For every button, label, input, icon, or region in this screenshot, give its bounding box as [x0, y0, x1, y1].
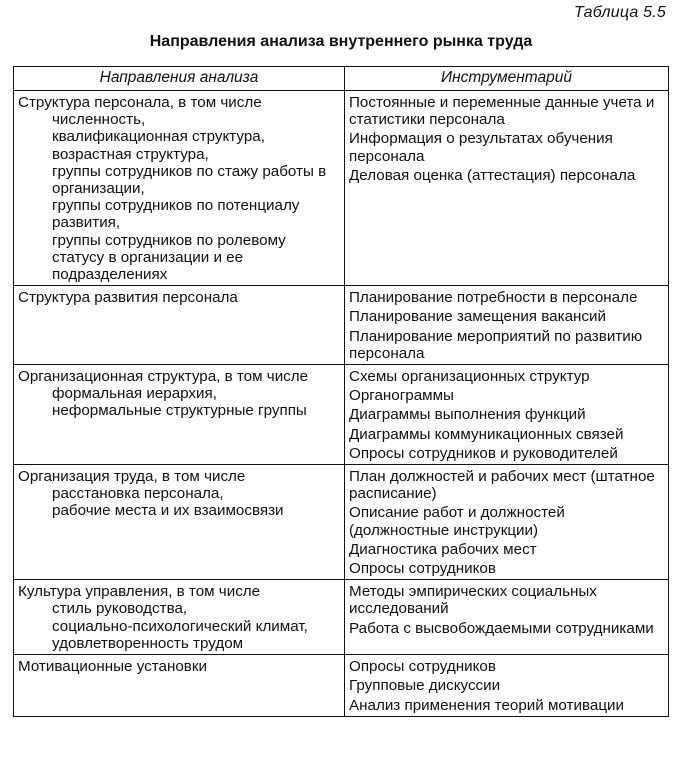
tool-item: Групповые дискуссии: [349, 677, 501, 695]
tool-item: Деловая оценка (аттестация) персонала: [349, 166, 636, 184]
direction-sub-item: рабочие места и их взаимосвязи: [52, 502, 284, 520]
direction-cell: [14, 91, 345, 286]
direction-sub-list: [18, 485, 340, 519]
direction-title: Организационная структура, в том числе: [18, 368, 309, 386]
analysis-table: [13, 66, 669, 717]
direction-sub-item: численность,: [52, 111, 146, 129]
direction-cell: [14, 580, 345, 655]
direction-sub-item: квалификационная структура,: [52, 128, 265, 146]
tool-item: Диагностика рабочих мест: [349, 540, 537, 558]
tool-item: Диаграммы выполнения функций: [349, 406, 586, 424]
tools-list: [349, 658, 662, 714]
tools-list: [349, 289, 662, 362]
direction-sub-item: стиль руководства,: [52, 600, 188, 618]
tool-item: Планирование потребности в персонале: [349, 289, 638, 307]
tools-list: [349, 468, 662, 577]
direction-cell: [14, 655, 345, 717]
direction-title: Организация труда, в том числе: [18, 468, 246, 486]
tool-item: Схемы организационных структур: [349, 368, 590, 386]
tool-item: Работа с высвобождаемыми сотрудниками: [349, 619, 654, 637]
tool-item: Опросы сотрудников: [349, 658, 496, 676]
tools-cell: [345, 655, 669, 717]
direction-sub-item: группы сотрудников по стажу работы в организации,: [52, 162, 327, 198]
direction-sub-item: группы сотрудников по ролевому статусу в организации и ее подразделениях: [52, 231, 286, 284]
tool-item: Анализ применения теорий мотивации: [349, 696, 624, 714]
tools-cell: [345, 580, 669, 655]
direction-sub-item: группы сотрудников по потенциалу развития,: [52, 197, 300, 232]
table-row: [14, 465, 669, 580]
tool-item: Постоянные и переменные данные учета и статистики персонала: [349, 94, 655, 129]
direction-sub-item: удовлетворенность трудом: [52, 634, 244, 652]
tool-item: Опросы сотрудников: [349, 560, 496, 578]
direction-sub-list: [18, 600, 340, 652]
direction-sub-item: расстановка персонала,: [52, 485, 224, 503]
direction-sub-item: формальная иерархия,: [52, 385, 217, 403]
table-row: [14, 91, 669, 286]
tool-item: Планирование мероприятий по развитию персонала: [349, 327, 643, 362]
table-row: [14, 655, 669, 717]
direction-sub-item: неформальные структурные группы: [52, 402, 307, 420]
tool-item: Органограммы: [349, 387, 454, 405]
tools-cell: [345, 91, 669, 286]
table-number: Таблица 5.5: [573, 4, 666, 21]
tool-item: Опросы сотрудников и руководителей: [349, 444, 618, 462]
direction-cell: [14, 365, 345, 465]
direction-title: Мотивационные установки: [18, 658, 207, 676]
tools-list: [349, 583, 662, 637]
direction-title: Структура персонала, в том числе: [18, 94, 262, 111]
tool-item: Планирование замещения вакансий: [349, 308, 606, 326]
direction-sub-list: [18, 385, 340, 419]
header-directions: Направления анализа: [14, 67, 345, 91]
header-row: [14, 67, 669, 91]
table-row: [14, 286, 669, 365]
direction-sub-item: возрастная структура,: [52, 145, 209, 163]
tool-item: План должностей и рабочих мест (штатное расписание): [349, 468, 655, 503]
tool-item: Диаграммы коммуникационных связей: [349, 425, 624, 443]
tools-cell: [345, 465, 669, 580]
direction-title: Культура управления, в том числе: [18, 583, 261, 601]
table-title: Направления анализа внутреннего рынка труда: [149, 33, 533, 50]
tool-item: Методы эмпирических социальных исследований: [349, 583, 597, 618]
tools-list: [349, 368, 662, 462]
direction-sub-item: социально-психологический климат,: [52, 617, 308, 635]
direction-cell: [14, 465, 345, 580]
table-row: [14, 580, 669, 655]
header-tools: Инструментарий: [345, 67, 669, 91]
tools-cell: [345, 286, 669, 365]
tool-item: Информация о результатах обучения персонала: [349, 130, 613, 165]
table-row: [14, 365, 669, 465]
direction-title: Структура развития персонала: [18, 289, 238, 307]
table-body: [14, 91, 669, 717]
tools-cell: [345, 365, 669, 465]
tool-item: Описание работ и должностей (должностные инструкции): [349, 504, 565, 539]
tools-list: [349, 94, 662, 184]
direction-cell: [14, 286, 345, 365]
direction-sub-list: [18, 111, 340, 283]
